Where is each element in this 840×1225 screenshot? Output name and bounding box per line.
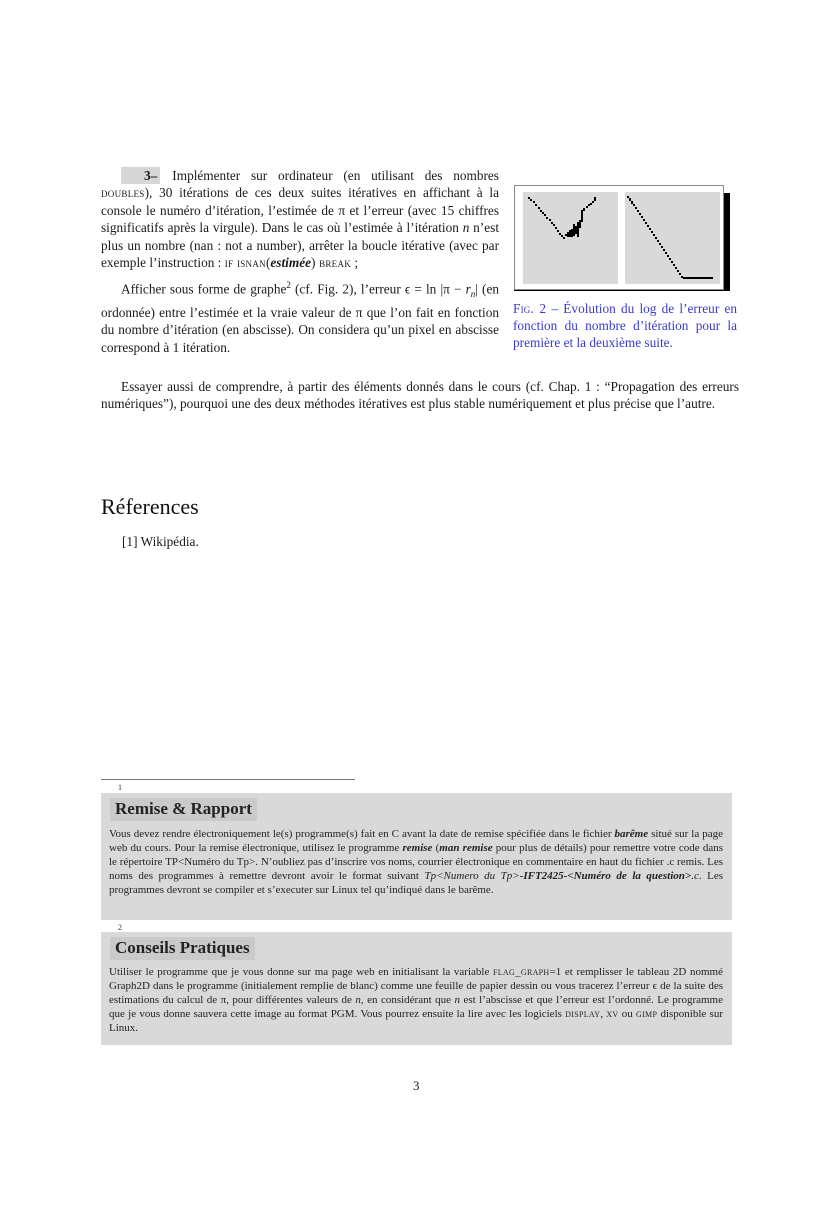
remise-rapport-box [101, 793, 732, 920]
references-heading: Réferences [101, 494, 199, 519]
question-number: 3– [121, 167, 160, 184]
figure-label: Fig. 2 [513, 301, 547, 316]
figure-caption: Fig. 2 – Évolution du log de l’erreur en fonction du nombre d’itération pour la première et la deuxième suite. [513, 301, 737, 350]
figure-2 [514, 185, 724, 290]
keyword-display: display [565, 1008, 601, 1020]
plot-second-sequence [625, 192, 720, 284]
question-3-column [101, 167, 499, 356]
footnote-ref-2[interactable]: 2 [286, 280, 291, 291]
page-number: 3 [413, 1078, 420, 1093]
footnote-mark-2: 2 [118, 923, 122, 932]
figure-shadow [723, 193, 730, 291]
conseils-pratiques-box [101, 932, 732, 1045]
footnote-mark-1: 1 [118, 783, 122, 792]
error-curve-second [625, 192, 720, 284]
question-3-paragraph-2: Afficher sous forme de graphe$^2$ (cf. Fig. 2), l’erreur $\epsilon = \ln |\pi - r_n|$ (en ordonnée) entre l’estimée et la vraie valeur de π que l’on fait en fonction du nombre d’itération (en abscisse). On considera qu’un pixel en abscisse correspond à 1 itération. [101, 280, 500, 355]
question-3-paragraph-1: 3– Implémenter sur ordinateur (en utilisant des nombres doubles), 30 itérations de ces deux suites itératives en affichant à la console le numéro d’itération, l’estimée de π et l’erreur (avec 15 chiffres significatifs après la virgule). Dans le cas où l’estimée à l’itération n n’est plus un nombre (nan : not a number), arrêter la boucle itérative (avec par exemple l’instruction : if isnan(estimée) break ; [101, 168, 500, 271]
remise-rapport-body: Vous devez rendre électroniquement le(s) programme(s) fait en C avant la date de remise spécifiée dans le fichier barême situé sur la page web du cours. Pour la remise électronique, utilisez le programme remise (man remise pour plus de détails) pour remettre votre code dans le répertoire TP<Numéro du Tp>. N’oubliez pas d’inscrire vos noms, courrier électronique en commentaire en haut du fichier .c remis. Les noms des programmes à remettre devront avoir le format suivant Tp<Numero du Tp>-IFT2425-<Numéro de la question>.c. Les programmes devront se compiler et s’executer sur Linux tel qu’indiqué dans le barême. [109, 828, 723, 896]
keyword-xv: xv [606, 1008, 619, 1020]
footnote-rule [101, 779, 355, 780]
reference-item: [1] Wikipédia. [122, 534, 199, 549]
conseils-pratiques-title: Conseils Pratiques [110, 937, 255, 960]
keyword-break: break [315, 255, 352, 271]
plot-first-sequence [523, 192, 618, 284]
conseils-pratiques-body: Utiliser le programme que je vous donne sur ma page web en initialisant la variable flag_graph=1 et remplisser le tableau 2D nommé Graph2D dans le programme (initialement remplie de blanc) comme une feuille de papier dessin ou vous tracerez l’erreur ϵ de la suite des estimations du calcul de π, pour différentes valeurs de n, en considérant que n est l’abscisse et que l’erreur est l’ordonné. Le programme que je vous donne sauvera cette image au format PGM. Vous pourrez ensuite la lire avec les logiciels display, xv ou gimp disponible sur Linux. [109, 966, 724, 1034]
remise-rapport-title: Remise & Rapport [110, 798, 257, 821]
keyword-flag-graph: flag_graph [493, 966, 550, 978]
keyword-doubles: doubles [101, 185, 145, 201]
error-curve-first [523, 192, 618, 284]
keyword-if-isnan: if isnan [224, 255, 266, 271]
question-3-paragraph-3: Essayer aussi de comprendre, à partir des éléments donnés dans le cours (cf. Chap. 1 : “Propagation des erreurs numériques”), pourquoi une des deux méthodes itératives est plus stable numériquement et plus précise que l’autre. [101, 379, 739, 411]
keyword-gimp: gimp [636, 1008, 658, 1020]
